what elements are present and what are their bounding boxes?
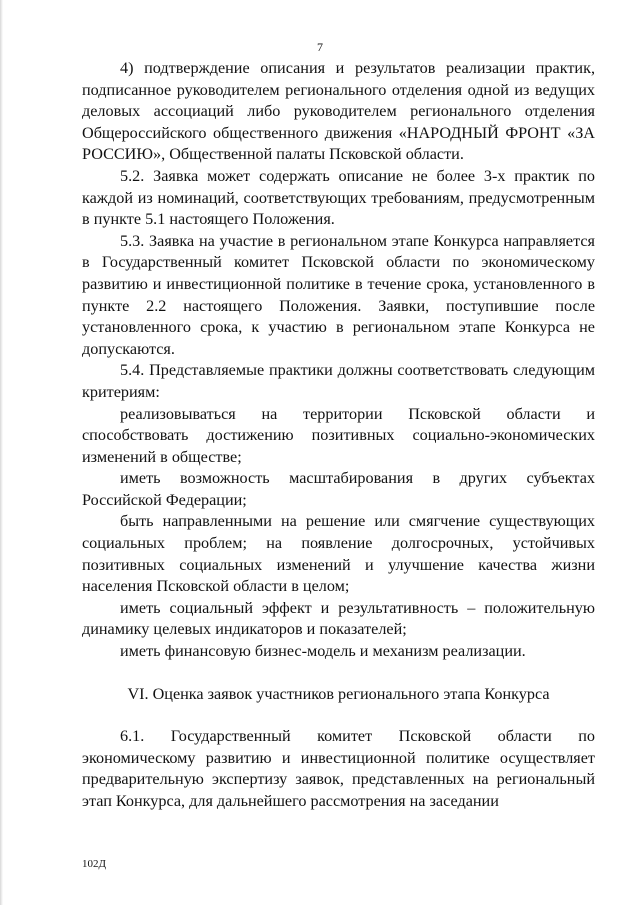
criterion-social-problems: быть направленными на решение или смягчение существующих социальных проблем; на появление долгосрочных, устойчивых позитивных социальных изменений и улучшение качества жизни населения Псковской области в целом; (82, 512, 595, 596)
paragraph-5-4: 5.4. Представляемые практики должны соответствовать следующим критериям: (82, 361, 595, 401)
paragraph-confirmation: 4) подтверждение описания и результатов реализации практик, подписанное руководителем регионального отделения одной из ведущих деловых ассоциаций либо руководителем регионального отделения Общероссийского общественного движения «НАРОДНЫЙ ФРОНТ «ЗА РОССИЮ», Общественной палаты Псковской области. (82, 59, 595, 164)
footer-code: 102Д (82, 858, 107, 870)
page-number: 7 (317, 40, 323, 54)
paragraph-5-3: 5.3. Заявка на участие в региональном этапе Конкурса направляется в Государственный комитет Псковской области по экономическому развитию и инвестиционной политике в течение срока, установленного в пункте 2.2 настоящего Положения. Заявки, поступившие после установленного срока, к участию в региональном этапе Конкурса не допускаются. (82, 231, 595, 358)
document-body (82, 58, 595, 813)
section-heading: VI. Оценка заявок участников регионального этапа Конкурса (127, 684, 550, 703)
criterion-territory: реализовываться на территории Псковской области и способствовать достижению позитивных социально-экономических изменений в обществе; (82, 404, 595, 466)
criterion-social-effect: иметь социальный эффект и результативность – положительную динамику целевых индикаторов и показателей; (82, 598, 595, 639)
paragraph-6-1: 6.1. Государственный комитет Псковской области по экономическому развитию и инвестиционной политике осуществляет предварительную экспертизу заявок, представленных на региональный этап Конкурса, для дальнейшего рассмотрения на заседании (82, 727, 595, 810)
paragraph-5-2: 5.2. Заявка может содержать описание не более 3-х практик по каждой из номинаций, соответствующих требованиям, предусмотренным в пункте 5.1 настоящего Положения. (82, 166, 595, 229)
criterion-business-model: иметь финансовую бизнес-модель и механизм реализации. (120, 642, 526, 661)
scan-edge-shadow (0, 0, 3, 905)
criterion-scaling: иметь возможность масштабирования в других субъектах Российской Федерации; (82, 469, 595, 509)
